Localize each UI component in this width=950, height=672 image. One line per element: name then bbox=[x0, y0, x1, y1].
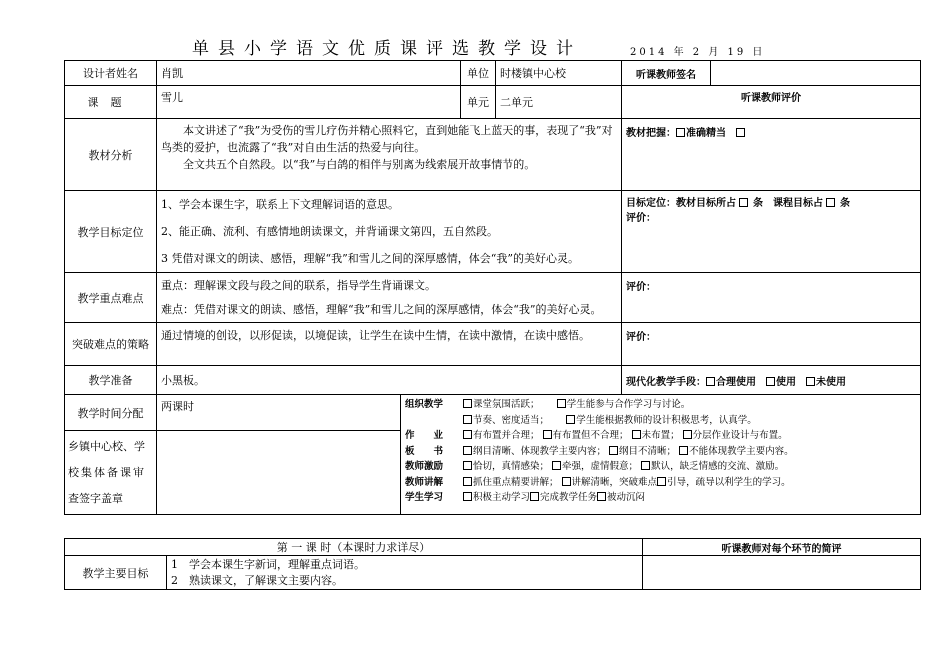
keypoint-content: 重点：理解课文段与段之间的联系，指导学生背诵课文。 难点：凭借对课文的朗读、感悟，理解“我”和雪儿之间的深厚感情，体会“我”的美好心灵。 bbox=[157, 273, 622, 323]
checkbox[interactable] bbox=[657, 477, 666, 486]
sign-label: 听课教师签名 bbox=[622, 61, 711, 86]
design-table bbox=[64, 60, 921, 515]
checkbox[interactable] bbox=[609, 446, 618, 455]
checkbox[interactable] bbox=[739, 198, 748, 207]
time-value: 两课时 bbox=[157, 395, 401, 431]
checkbox[interactable] bbox=[552, 461, 561, 470]
designer-label: 设计者姓名 bbox=[65, 61, 157, 86]
checkbox[interactable] bbox=[557, 399, 566, 408]
checkbox[interactable] bbox=[766, 377, 775, 386]
checkbox[interactable] bbox=[463, 446, 472, 455]
analysis-label: 教材分析 bbox=[65, 119, 157, 191]
prep-label: 教学准备 bbox=[65, 366, 157, 395]
review-header: 听课教师评价 bbox=[622, 86, 921, 119]
unit-label: 单位 bbox=[461, 61, 496, 86]
lesson-label: 课题 bbox=[65, 86, 157, 119]
checkbox[interactable] bbox=[706, 377, 715, 386]
eval-row: 教师激励 恰切，真情感染； 牵强，虚情假意； 默认，缺乏情感的交流、激励。 bbox=[405, 461, 785, 472]
designer-value: 肖凯 bbox=[157, 61, 461, 86]
time-label: 教学时间分配 bbox=[65, 395, 157, 431]
checkbox[interactable] bbox=[632, 430, 641, 439]
checkbox[interactable] bbox=[566, 415, 575, 424]
eval-row: 教师讲解 抓住重点精要讲解； 讲解清晰，突破难点 引导，疏导以利学生的学习。 bbox=[405, 476, 791, 488]
school-signature-field[interactable] bbox=[157, 431, 401, 515]
goals-content: 1、学会本课生字，联系上下文理解词语的意思。 2、能正确、流利、有感情地朗读课文，并背诵课文第四，五自然段。 3 凭借对课文的朗读、感悟，理解“我”和雪儿之间的深厚感情，体会“我”的美好心灵。 bbox=[157, 191, 622, 273]
goals-eval: 目标定位：教材目标所占 条 课程目标占 条 评价： bbox=[622, 191, 921, 273]
strategy-eval: 评价： bbox=[622, 323, 921, 366]
keypoint-eval: 评价： bbox=[622, 273, 921, 323]
checkbox[interactable] bbox=[683, 430, 692, 439]
lesson-value: 雪儿 bbox=[157, 86, 461, 119]
keypoint-label: 教学重点难点 bbox=[65, 273, 157, 323]
analysis-content: 本文讲述了“我”为受伤的雪儿疗伤并精心照料它，直到她能飞上蓝天的事，表现了“我”对鸟类的爱护，也流露了“我”对自由生活的热爱与向往。 全文共五个自然段。以“我”与白鸽的相伴与别离为线索展开故事情节的。 bbox=[157, 119, 622, 191]
eval-row: 板 书 纲目清晰、体现教学主要内容； 纲目不清晰； 不能体现教学主要内容。 bbox=[405, 445, 794, 457]
modern-eval: 现代化教学手段： 合理使用 使用 未使用 bbox=[622, 366, 921, 395]
checkbox[interactable] bbox=[562, 477, 571, 486]
eval-row: 学生学习 积极主动学习 完成教学任务 被动沉闷 bbox=[405, 492, 646, 503]
period-review-header: 听课教师对每个环节的简评 bbox=[643, 539, 921, 556]
page-title: 单县小学语文优质课评选教学设计 bbox=[192, 39, 582, 59]
sign-field[interactable] bbox=[711, 61, 921, 86]
checkbox[interactable] bbox=[463, 477, 472, 486]
unit2-value: 二单元 bbox=[496, 86, 622, 119]
unit2-label: 单元 bbox=[461, 86, 496, 119]
goals-label: 教学目标定位 bbox=[65, 191, 157, 273]
checkbox[interactable] bbox=[463, 461, 472, 470]
eval-row: 组织教学 课堂氛围活跃； 学生能参与合作学习与讨论。 bbox=[405, 399, 691, 410]
checkbox[interactable] bbox=[679, 446, 688, 455]
checkbox[interactable] bbox=[597, 492, 606, 501]
period-header: 第 一 课 时（本课时力求详尽） bbox=[65, 539, 643, 556]
period-goal-label: 教学主要目标 bbox=[65, 556, 167, 590]
checkbox[interactable] bbox=[676, 128, 685, 137]
checkbox[interactable] bbox=[463, 492, 472, 501]
strategy-label: 突破难点的策略 bbox=[65, 323, 157, 366]
strategy-value: 通过情境的创设，以形促读，以境促读，让学生在读中生情，在读中激情，在读中感悟。 bbox=[157, 323, 622, 366]
checkbox[interactable] bbox=[543, 430, 552, 439]
prep-value: 小黑板。 bbox=[157, 366, 622, 395]
period-goal-content: 1 学会本课生字新词，理解重点词语。 2 熟读课文，了解课文主要内容。 bbox=[167, 556, 643, 590]
eval-criteria bbox=[401, 395, 921, 515]
analysis-eval: 教材把握： 准确精当 bbox=[622, 119, 921, 191]
date-line: 2014 年 2 月 19 日 bbox=[630, 47, 766, 58]
period-review-field[interactable] bbox=[643, 556, 921, 590]
school-label: 乡镇中心校、学 校集体备课审 查签字盖章 bbox=[65, 431, 157, 515]
period-table bbox=[64, 538, 921, 590]
unit-value: 时楼镇中心校 bbox=[496, 61, 622, 86]
checkbox[interactable] bbox=[736, 128, 745, 137]
checkbox[interactable] bbox=[641, 461, 650, 470]
eval-row: 节奏、密度适当； 学生能根据教师的设计积极思考，认真学。 bbox=[405, 413, 920, 429]
checkbox[interactable] bbox=[463, 399, 472, 408]
checkbox[interactable] bbox=[806, 377, 815, 386]
checkbox[interactable] bbox=[826, 198, 835, 207]
checkbox[interactable] bbox=[463, 430, 472, 439]
checkbox[interactable] bbox=[463, 415, 472, 424]
eval-row: 作 业 有布置并合理； 有布置但不合理； 未布置； 分层作业设计与布置。 bbox=[405, 430, 788, 441]
checkbox[interactable] bbox=[530, 492, 539, 501]
